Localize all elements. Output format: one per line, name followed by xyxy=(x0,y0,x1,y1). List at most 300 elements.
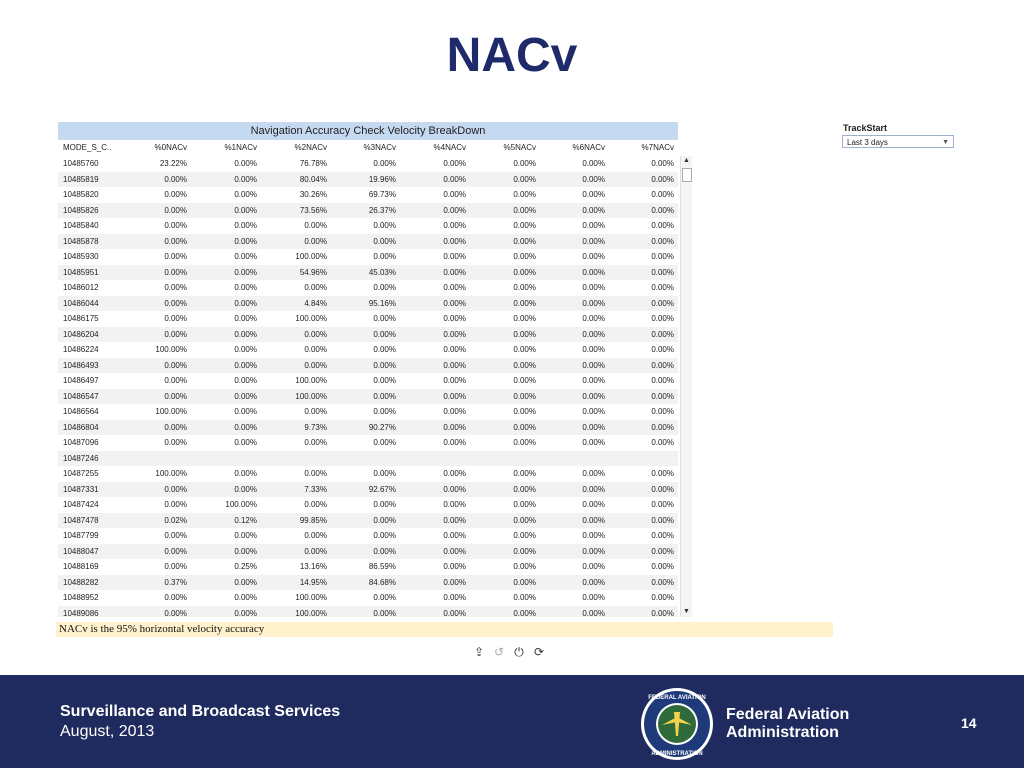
nacv-percent-cell: 0.00% xyxy=(513,469,536,478)
nacv-percent-cell: 0.00% xyxy=(582,236,605,246)
nacv-percent-cell: 0.00% xyxy=(164,252,187,261)
nacv-percent-cell: 0.00% xyxy=(651,391,674,401)
nacv-percent-cell: 0.00% xyxy=(582,360,605,370)
nacv-percent-cell: 0.00% xyxy=(164,438,187,447)
nacv-percent-cell: 0.00% xyxy=(373,531,396,540)
mode-s-code-cell: 10486044 xyxy=(63,298,99,308)
nacv-percent-cell: 0.00% xyxy=(443,484,466,494)
nacv-percent-cell: 92.67% xyxy=(368,484,396,494)
nacv-percent-cell: 0.00% xyxy=(651,407,674,416)
nacv-percent-cell: 0.00% xyxy=(582,298,605,308)
column-header[interactable]: %7NACv xyxy=(641,143,674,152)
nacv-percent-cell: 0.00% xyxy=(582,562,605,571)
nacv-percent-cell: 0.00% xyxy=(304,360,327,370)
table-row[interactable] xyxy=(58,311,678,327)
nacv-percent-cell: 0.00% xyxy=(234,407,257,416)
nacv-percent-cell: 100.00% xyxy=(295,314,327,323)
column-header[interactable]: %2NACv xyxy=(294,143,327,152)
nacv-percent-cell: 0.00% xyxy=(234,174,257,184)
nacv-percent-cell: 0.00% xyxy=(513,298,536,308)
nacv-percent-cell: 100.00% xyxy=(225,500,257,509)
nacv-percent-cell: 45.03% xyxy=(368,267,396,277)
mode-s-code-cell: 10488047 xyxy=(63,546,99,556)
nacv-percent-cell: 0.00% xyxy=(443,267,466,277)
nacv-percent-cell: 0.00% xyxy=(582,329,605,339)
column-header[interactable]: %5NACv xyxy=(503,143,536,152)
nacv-percent-cell: 100.00% xyxy=(295,608,327,617)
nacv-percent-cell: 0.00% xyxy=(373,500,396,509)
nacv-percent-cell: 0.00% xyxy=(651,283,674,292)
nacv-percent-cell: 0.00% xyxy=(582,593,605,602)
nacv-percent-cell: 0.00% xyxy=(443,221,466,230)
nacv-percent-cell: 0.00% xyxy=(651,422,674,432)
nacv-percent-cell: 0.00% xyxy=(234,593,257,602)
nacv-percent-cell: 26.37% xyxy=(368,205,396,215)
nacv-percent-cell: 0.00% xyxy=(651,345,674,354)
nacv-percent-cell: 0.00% xyxy=(234,190,257,199)
nacv-percent-cell: 0.00% xyxy=(513,205,536,215)
nacv-percent-cell: 90.27% xyxy=(368,422,396,432)
nacv-percent-cell: 84.68% xyxy=(368,577,396,587)
nacv-percent-cell: 0.00% xyxy=(582,577,605,587)
nacv-percent-cell: 0.00% xyxy=(582,174,605,184)
grid-toolbar xyxy=(472,645,546,661)
nacv-percent-cell: 0.00% xyxy=(582,283,605,292)
nacv-percent-cell: 0.00% xyxy=(443,593,466,602)
table-row[interactable] xyxy=(58,373,678,389)
nacv-percent-cell: 0.00% xyxy=(443,252,466,261)
table-row[interactable] xyxy=(58,404,678,420)
nacv-percent-cell: 0.00% xyxy=(513,159,536,168)
nacv-percent-cell: 0.00% xyxy=(234,159,257,168)
table-row[interactable] xyxy=(58,156,678,172)
nacv-percent-cell: 19.96% xyxy=(368,174,396,184)
nacv-percent-cell: 0.00% xyxy=(443,546,466,556)
nacv-percent-cell: 0.00% xyxy=(443,515,466,525)
nacv-percent-cell: 0.00% xyxy=(443,531,466,540)
nacv-percent-cell: 0.00% xyxy=(582,267,605,277)
nacv-percent-cell: 0.00% xyxy=(443,205,466,215)
table-row[interactable] xyxy=(58,265,678,281)
nacv-percent-cell: 0.00% xyxy=(164,174,187,184)
nacv-percent-cell: 0.00% xyxy=(164,221,187,230)
nacv-percent-cell: 0.00% xyxy=(513,593,536,602)
nacv-percent-cell: 0.00% xyxy=(373,314,396,323)
nacv-percent-cell: 0.00% xyxy=(164,531,187,540)
nacv-percent-cell: 0.00% xyxy=(651,500,674,509)
nacv-percent-cell: 0.00% xyxy=(513,500,536,509)
mode-s-code-cell: 10487478 xyxy=(63,515,99,525)
nacv-percent-cell: 0.00% xyxy=(234,267,257,277)
nacv-percent-cell: 0.00% xyxy=(373,546,396,556)
nacv-percent-cell: 0.00% xyxy=(651,608,674,617)
nacv-percent-cell: 0.00% xyxy=(513,190,536,199)
nacv-percent-cell: 0.00% xyxy=(164,298,187,308)
nacv-percent-cell: 0.00% xyxy=(373,593,396,602)
nacv-percent-cell: 0.00% xyxy=(234,345,257,354)
grid-scrollbar[interactable] xyxy=(680,156,692,617)
nacv-percent-cell: 0.00% xyxy=(513,174,536,184)
nacv-percent-cell: 0.00% xyxy=(651,484,674,494)
nacv-percent-cell: 0.00% xyxy=(513,608,536,617)
nacv-percent-cell: 0.00% xyxy=(582,159,605,168)
nacv-percent-cell: 0.00% xyxy=(164,546,187,556)
mode-s-code-cell: 10487424 xyxy=(63,500,99,509)
nacv-percent-cell: 0.00% xyxy=(164,593,187,602)
nacv-percent-cell: 0.00% xyxy=(234,360,257,370)
nacv-percent-cell: 0.02% xyxy=(164,515,187,525)
nacv-percent-cell: 0.00% xyxy=(234,422,257,432)
nacv-percent-cell: 0.00% xyxy=(582,531,605,540)
footer-org: Surveillance and Broadcast Services xyxy=(60,703,341,720)
nacv-percent-cell: 54.96% xyxy=(299,267,327,277)
nacv-percent-cell: 0.00% xyxy=(651,221,674,230)
table-row[interactable] xyxy=(58,296,678,312)
nacv-percent-cell: 0.00% xyxy=(234,469,257,478)
table-row[interactable] xyxy=(58,575,678,591)
nacv-percent-cell: 0.00% xyxy=(651,469,674,478)
nacv-percent-cell: 0.00% xyxy=(651,298,674,308)
nacv-percent-cell: 0.00% xyxy=(651,205,674,215)
table-row[interactable] xyxy=(58,544,678,560)
nacv-percent-cell: 0.00% xyxy=(513,329,536,339)
grid-header: Navigation Accuracy Check Velocity BreakDown xyxy=(58,122,678,140)
mode-s-code-cell: 10486012 xyxy=(63,283,99,292)
nacv-percent-cell: 0.00% xyxy=(443,391,466,401)
scroll-up-arrow-icon[interactable]: ▲ xyxy=(683,157,690,164)
table-row[interactable] xyxy=(58,218,678,234)
nacv-percent-cell: 0.00% xyxy=(373,360,396,370)
nacv-percent-cell: 13.16% xyxy=(299,562,327,571)
nacv-percent-cell: 0.00% xyxy=(582,314,605,323)
chevron-down-icon[interactable]: ▼ xyxy=(942,139,949,146)
nacv-percent-cell: 0.37% xyxy=(164,577,187,587)
nacv-percent-cell: 0.00% xyxy=(234,484,257,494)
column-header[interactable]: %6NACv xyxy=(572,143,605,152)
table-row[interactable] xyxy=(58,451,678,467)
nacv-percent-cell: 0.00% xyxy=(373,252,396,261)
nacv-percent-cell: 0.00% xyxy=(304,500,327,509)
export-icon[interactable]: ⇪ xyxy=(473,645,485,659)
nacv-percent-cell: 0.00% xyxy=(234,531,257,540)
table-row[interactable] xyxy=(58,203,678,219)
nacv-percent-cell: 0.00% xyxy=(164,236,187,246)
nacv-percent-cell: 4.84% xyxy=(304,298,327,308)
nacv-percent-cell: 0.00% xyxy=(164,360,187,370)
undo-icon[interactable]: ↺ xyxy=(493,645,505,659)
mode-s-code-cell: 10485951 xyxy=(63,267,99,277)
nacv-percent-cell: 0.00% xyxy=(582,391,605,401)
nacv-percent-cell: 0.00% xyxy=(373,391,396,401)
nacv-percent-cell: 0.00% xyxy=(304,221,327,230)
mode-s-code-cell: 10485878 xyxy=(63,236,99,246)
nacv-percent-cell: 0.00% xyxy=(304,236,327,246)
nacv-percent-cell: 0.00% xyxy=(582,221,605,230)
nacv-percent-cell: 0.00% xyxy=(513,422,536,432)
nacv-percent-cell: 0.00% xyxy=(304,546,327,556)
nacv-percent-cell: 0.00% xyxy=(651,190,674,199)
column-header[interactable]: %3NACv xyxy=(363,143,396,152)
nacv-percent-cell: 100.00% xyxy=(295,593,327,602)
nacv-percent-cell: 0.00% xyxy=(164,422,187,432)
nacv-percent-cell: 30.26% xyxy=(299,190,327,199)
nacv-percent-cell: 0.00% xyxy=(582,438,605,447)
nacv-percent-cell: 0.00% xyxy=(234,391,257,401)
nacv-percent-cell: 0.00% xyxy=(651,577,674,587)
column-headers xyxy=(58,140,678,155)
nacv-percent-cell: 100.00% xyxy=(295,252,327,261)
nacv-percent-cell: 0.00% xyxy=(443,345,466,354)
mode-s-code-cell: 10487246 xyxy=(63,453,99,463)
nacv-percent-cell: 0.00% xyxy=(513,562,536,571)
nacv-percent-cell: 0.00% xyxy=(651,376,674,385)
footer-date: August, 2013 xyxy=(60,723,155,740)
faa-name-line2: Administration xyxy=(726,724,839,741)
table-row[interactable] xyxy=(58,172,678,188)
nacv-percent-cell: 0.00% xyxy=(443,469,466,478)
nacv-percent-cell: 0.00% xyxy=(513,515,536,525)
nacv-percent-cell: 0.00% xyxy=(582,515,605,525)
nacv-percent-cell: 0.00% xyxy=(373,469,396,478)
nacv-percent-cell: 0.25% xyxy=(234,562,257,571)
table-row[interactable] xyxy=(58,342,678,358)
table-row[interactable] xyxy=(58,466,678,482)
table-row[interactable] xyxy=(58,187,678,203)
mode-s-code-cell: 10485930 xyxy=(63,252,99,261)
grid-rows[interactable] xyxy=(58,156,678,617)
nacv-percent-cell: 0.00% xyxy=(582,500,605,509)
svg-text:ADMINISTRATION: ADMINISTRATION xyxy=(651,751,703,757)
nacv-percent-cell: 0.00% xyxy=(443,174,466,184)
nacv-percent-cell: 0.00% xyxy=(582,546,605,556)
mode-s-code-cell: 10488952 xyxy=(63,593,99,602)
nacv-percent-cell: 0.00% xyxy=(373,159,396,168)
nacv-percent-cell: 0.00% xyxy=(513,484,536,494)
nacv-percent-cell: 0.00% xyxy=(582,190,605,199)
nacv-percent-cell: 0.00% xyxy=(164,608,187,617)
nacv-percent-cell: 0.00% xyxy=(164,500,187,509)
nacv-percent-cell: 0.00% xyxy=(443,376,466,385)
mode-s-code-cell: 10488169 xyxy=(63,562,99,571)
nacv-percent-cell: 0.00% xyxy=(373,329,396,339)
nacv-percent-cell: 0.00% xyxy=(443,314,466,323)
table-row[interactable] xyxy=(58,389,678,405)
nacv-percent-cell: 0.00% xyxy=(443,360,466,370)
nacv-percent-cell: 0.00% xyxy=(234,438,257,447)
nacv-percent-cell: 0.00% xyxy=(234,252,257,261)
nacv-percent-cell: 0.00% xyxy=(164,562,187,571)
power-icon[interactable]: ⏻ xyxy=(514,645,524,659)
column-header[interactable]: MODE_S_C.. xyxy=(63,143,112,152)
nacv-percent-cell: 0.00% xyxy=(513,376,536,385)
nacv-percent-cell: 0.00% xyxy=(513,345,536,354)
nacv-percent-cell: 0.00% xyxy=(304,283,327,292)
scroll-thumb[interactable] xyxy=(682,168,692,182)
table-row[interactable] xyxy=(58,249,678,265)
nacv-percent-cell: 100.00% xyxy=(155,345,187,354)
nacv-percent-cell: 0.00% xyxy=(651,438,674,447)
nacv-percent-cell: 0.00% xyxy=(373,283,396,292)
nacv-percent-cell: 0.00% xyxy=(373,221,396,230)
nacv-percent-cell: 0.00% xyxy=(443,283,466,292)
table-row[interactable] xyxy=(58,513,678,529)
nacv-percent-cell: 0.00% xyxy=(443,577,466,587)
table-row[interactable] xyxy=(58,482,678,498)
faa-name-line1: Federal Aviation xyxy=(726,706,850,723)
table-row[interactable] xyxy=(58,280,678,296)
mode-s-code-cell: 10487255 xyxy=(63,469,99,478)
mode-s-code-cell: 10485820 xyxy=(63,190,99,199)
nacv-percent-cell: 0.00% xyxy=(513,577,536,587)
nacv-percent-cell: 0.00% xyxy=(582,608,605,617)
footer-faa-name xyxy=(726,706,849,742)
nacv-percent-cell: 0.00% xyxy=(443,608,466,617)
mode-s-code-cell: 10488282 xyxy=(63,577,99,587)
nacv-percent-cell: 0.00% xyxy=(304,531,327,540)
nacv-percent-cell: 0.00% xyxy=(651,267,674,277)
nacv-percent-cell: 0.00% xyxy=(373,438,396,447)
table-row[interactable] xyxy=(58,435,678,451)
nacv-percent-cell: 0.00% xyxy=(582,345,605,354)
nacv-percent-cell: 0.00% xyxy=(651,329,674,339)
nacv-percent-cell: 0.00% xyxy=(582,422,605,432)
mode-s-code-cell: 10486547 xyxy=(63,391,99,401)
nacv-percent-cell: 0.00% xyxy=(513,221,536,230)
nacv-percent-cell: 0.00% xyxy=(651,546,674,556)
nacv-percent-cell: 0.00% xyxy=(651,236,674,246)
slide-title: NACv xyxy=(446,29,578,82)
nacv-percent-cell: 0.00% xyxy=(164,314,187,323)
table-row[interactable] xyxy=(58,590,678,606)
mode-s-code-cell: 10485826 xyxy=(63,205,99,215)
nacv-percent-cell: 0.00% xyxy=(443,422,466,432)
mode-s-code-cell: 10486224 xyxy=(63,345,99,354)
scroll-down-arrow-icon[interactable]: ▼ xyxy=(683,608,690,615)
nacv-percent-cell: 0.00% xyxy=(373,345,396,354)
column-header[interactable]: %0NACv xyxy=(154,143,187,152)
table-row[interactable] xyxy=(58,420,678,436)
mode-s-code-cell: 10486493 xyxy=(63,360,99,370)
nacv-percent-cell: 100.00% xyxy=(295,391,327,401)
nacv-percent-cell: 69.73% xyxy=(368,190,396,199)
page-number: 14 xyxy=(961,715,977,731)
mode-s-code-cell: 10487799 xyxy=(63,531,99,540)
nacv-percent-cell: 0.00% xyxy=(443,407,466,416)
nacv-percent-cell: 0.00% xyxy=(443,190,466,199)
nacv-percent-cell: 0.00% xyxy=(373,236,396,246)
nacv-percent-cell: 7.33% xyxy=(304,484,327,494)
nacv-percent-cell: 0.00% xyxy=(164,329,187,339)
trackstart-value: Last 3 days xyxy=(847,138,888,147)
nacv-percent-cell: 0.00% xyxy=(234,283,257,292)
nacv-percent-cell: 0.00% xyxy=(582,407,605,416)
column-header[interactable]: %4NACv xyxy=(433,143,466,152)
nacv-percent-cell: 0.00% xyxy=(651,314,674,323)
nacv-percent-cell: 0.00% xyxy=(513,252,536,261)
nacv-percent-cell: 0.00% xyxy=(582,376,605,385)
mode-s-code-cell: 10487331 xyxy=(63,484,99,494)
nacv-percent-cell: 0.00% xyxy=(164,283,187,292)
nacv-percent-cell: 100.00% xyxy=(155,469,187,478)
trackstart-select[interactable] xyxy=(842,135,954,148)
nacv-percent-cell: 100.00% xyxy=(155,407,187,416)
nacv-percent-cell: 0.00% xyxy=(443,159,466,168)
nacv-percent-cell: 0.00% xyxy=(443,329,466,339)
nacv-percent-cell: 0.00% xyxy=(164,190,187,199)
nacv-percent-cell: 0.00% xyxy=(234,205,257,215)
table-row[interactable] xyxy=(58,327,678,343)
nacv-percent-cell: 0.00% xyxy=(373,515,396,525)
nacv-percent-cell: 86.59% xyxy=(368,562,396,571)
nacv-percent-cell: 0.00% xyxy=(443,500,466,509)
nacv-percent-cell: 0.00% xyxy=(513,546,536,556)
table-row[interactable] xyxy=(58,358,678,374)
nacv-percent-cell: 0.00% xyxy=(164,376,187,385)
nacv-percent-cell: 0.00% xyxy=(513,283,536,292)
nacv-percent-cell: 0.00% xyxy=(443,298,466,308)
nacv-percent-cell: 0.00% xyxy=(234,314,257,323)
nacv-percent-cell: 73.56% xyxy=(299,205,327,215)
nacv-percent-cell: 0.00% xyxy=(443,236,466,246)
table-row[interactable] xyxy=(58,528,678,544)
nacv-percent-cell: 0.00% xyxy=(651,515,674,525)
nacv-percent-cell: 0.12% xyxy=(234,515,257,525)
column-header[interactable]: %1NACv xyxy=(224,143,257,152)
table-row[interactable] xyxy=(58,497,678,513)
nacv-percent-cell: 100.00% xyxy=(295,376,327,385)
nacv-percent-cell: 0.00% xyxy=(651,562,674,571)
nacv-percent-cell: 76.78% xyxy=(299,159,327,168)
table-row[interactable] xyxy=(58,234,678,250)
nacv-percent-cell: 0.00% xyxy=(651,593,674,602)
nacv-percent-cell: 0.00% xyxy=(651,159,674,168)
nacv-breakdown-grid xyxy=(58,122,691,617)
nacv-percent-cell: 0.00% xyxy=(304,469,327,478)
table-row[interactable] xyxy=(58,559,678,575)
nacv-percent-cell: 0.00% xyxy=(164,205,187,215)
nacv-percent-cell: 0.00% xyxy=(234,298,257,308)
nacv-percent-cell: 80.04% xyxy=(299,174,327,184)
nacv-percent-cell: 0.00% xyxy=(234,376,257,385)
nacv-percent-cell: 0.00% xyxy=(582,469,605,478)
nacv-percent-cell: 0.00% xyxy=(373,608,396,617)
refresh-icon[interactable]: ⟳ xyxy=(533,645,545,659)
trackstart-label: TrackStart xyxy=(843,123,888,133)
nacv-percent-cell: 0.00% xyxy=(304,329,327,339)
nacv-percent-cell: 0.00% xyxy=(513,438,536,447)
nacv-percent-cell: 0.00% xyxy=(373,376,396,385)
nacv-percent-cell: 0.00% xyxy=(164,391,187,401)
footnote: NACv is the 95% horizontal velocity accuracy xyxy=(56,622,833,637)
nacv-percent-cell: 0.00% xyxy=(304,438,327,447)
nacv-percent-cell: 0.00% xyxy=(651,360,674,370)
table-row[interactable] xyxy=(58,606,678,618)
mode-s-code-cell: 10486497 xyxy=(63,376,99,385)
mode-s-code-cell: 10486804 xyxy=(63,422,99,432)
mode-s-code-cell: 10489086 xyxy=(63,608,99,617)
nacv-percent-cell: 0.00% xyxy=(234,221,257,230)
mode-s-code-cell: 10486564 xyxy=(63,407,99,416)
nacv-percent-cell: 0.00% xyxy=(443,562,466,571)
nacv-percent-cell: 0.00% xyxy=(513,314,536,323)
svg-text:FEDERAL AVIATION: FEDERAL AVIATION xyxy=(648,695,706,701)
faa-seal-logo xyxy=(640,687,714,761)
mode-s-code-cell: 10485760 xyxy=(63,159,99,168)
mode-s-code-cell: 10486175 xyxy=(63,314,99,323)
nacv-percent-cell: 0.00% xyxy=(304,407,327,416)
nacv-percent-cell: 9.73% xyxy=(304,422,327,432)
mode-s-code-cell: 10486204 xyxy=(63,329,99,339)
